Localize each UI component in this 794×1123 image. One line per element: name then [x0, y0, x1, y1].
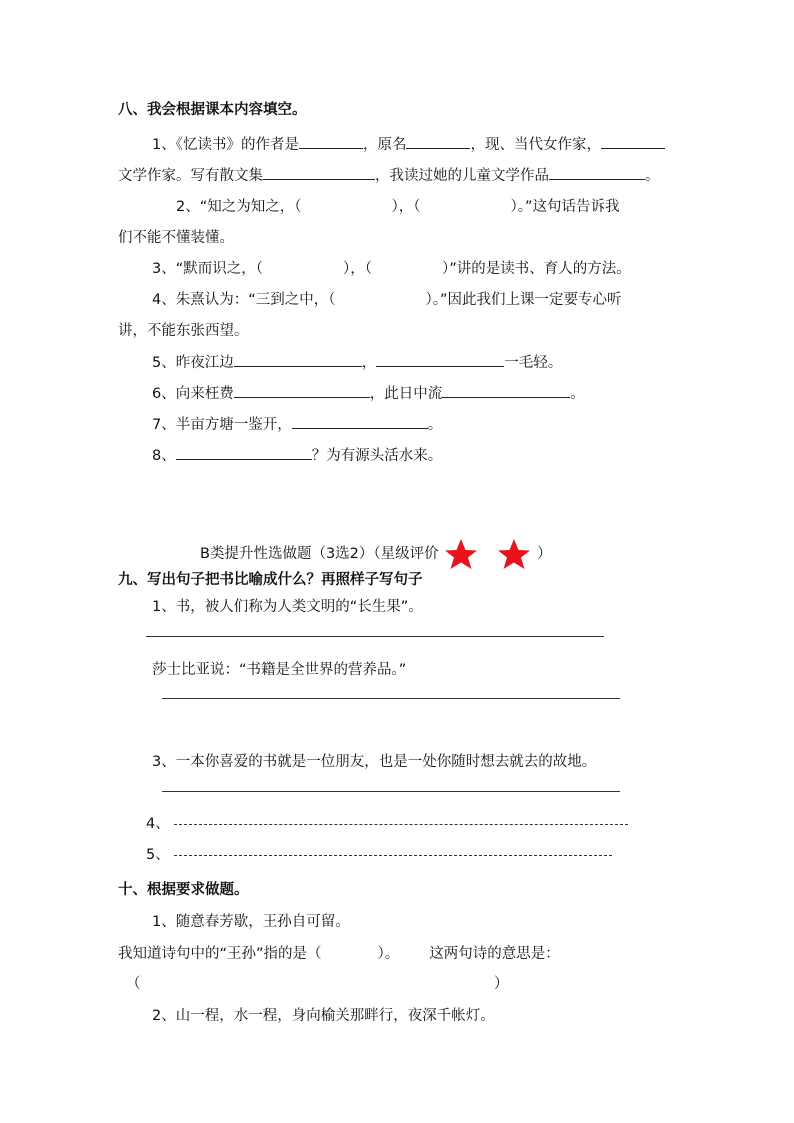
blank[interactable] — [549, 165, 645, 180]
question-8-7: 7、半亩方塘一鉴开， 。 — [152, 414, 442, 435]
star-icon — [443, 538, 479, 570]
answer-line[interactable] — [146, 636, 604, 637]
section-b-header: B类提升性选做题（3选2）（星级评价 ） — [200, 538, 552, 570]
question-8-6: 6、向来枉费 ，此日中流 。 — [152, 383, 585, 404]
question-8-4: 4、朱熹认为：“三到之中，（ ）。”因此我们上课一定要专心听 — [152, 292, 622, 308]
sentence-9-3: 3、一本你喜爱的书就是一位朋友，也是一处你随时想去就去的故地。 — [152, 754, 597, 770]
answer-line[interactable] — [162, 791, 620, 792]
star-icon — [496, 538, 532, 570]
poem-10-1: 1、随意春芳歇，王孙自可留。 — [152, 914, 350, 930]
question-8-1: 1、《忆读书》的作者是 ，原名 ，现、当代女作家， — [152, 134, 665, 155]
question-8-3: 3、“默而识之，（ ），（ ）”讲的是读书、育人的方法。 — [152, 261, 631, 277]
answer-paren-open: （ — [126, 976, 141, 992]
question-10-1: 我知道诗句中的“王孙”指的是（ ）。 这两句诗的意思是： — [118, 946, 560, 962]
question-8-1-cont: 文学作家。写有散文集 ，我读过她的儿童文学作品 。 — [118, 165, 660, 186]
sentence-9-2: 莎士比亚说：“书籍是全世界的营养品。” — [152, 662, 407, 678]
blank[interactable] — [299, 134, 363, 149]
answer-line[interactable] — [174, 824, 628, 825]
answer-line[interactable] — [162, 698, 620, 699]
blank[interactable] — [442, 383, 570, 398]
question-8-8: 8、 ？为有源头活水来。 — [152, 445, 442, 466]
blank[interactable] — [292, 414, 428, 429]
blank[interactable] — [234, 352, 362, 367]
sentence-9-1: 1、书，被人们称为人类文明的“长生果”。 — [152, 599, 423, 615]
sentence-9-5-label: 5、 — [146, 847, 170, 863]
section-8-title: 八、我会根据课本内容填空。 — [118, 102, 307, 118]
blank[interactable] — [234, 383, 370, 398]
blank[interactable] — [376, 352, 504, 367]
blank[interactable] — [601, 134, 665, 149]
blank[interactable] — [406, 134, 470, 149]
answer-paren-close: ） — [494, 976, 509, 992]
poem-10-2: 2、山一程，水一程，身向榆关那畔行，夜深千帐灯。 — [152, 1008, 495, 1024]
question-8-4-cont: 讲，不能东张西望。 — [118, 323, 249, 339]
question-8-2: 2、“知之为知之，（ ），（ ）。”这句话告诉我 — [176, 199, 620, 215]
section-10-title: 十、根据要求做题。 — [118, 882, 249, 898]
sentence-9-4-label: 4、 — [146, 816, 170, 832]
question-8-2-cont: 们不能不懂装懂。 — [118, 230, 234, 246]
blank[interactable] — [176, 445, 312, 460]
section-9-title: 九、写出句子把书比喻成什么？再照样子写句子 — [118, 572, 423, 588]
question-8-5: 5、昨夜江边 ， 一毛轻。 — [152, 352, 562, 373]
answer-line[interactable] — [174, 855, 612, 856]
blank[interactable] — [263, 165, 375, 180]
